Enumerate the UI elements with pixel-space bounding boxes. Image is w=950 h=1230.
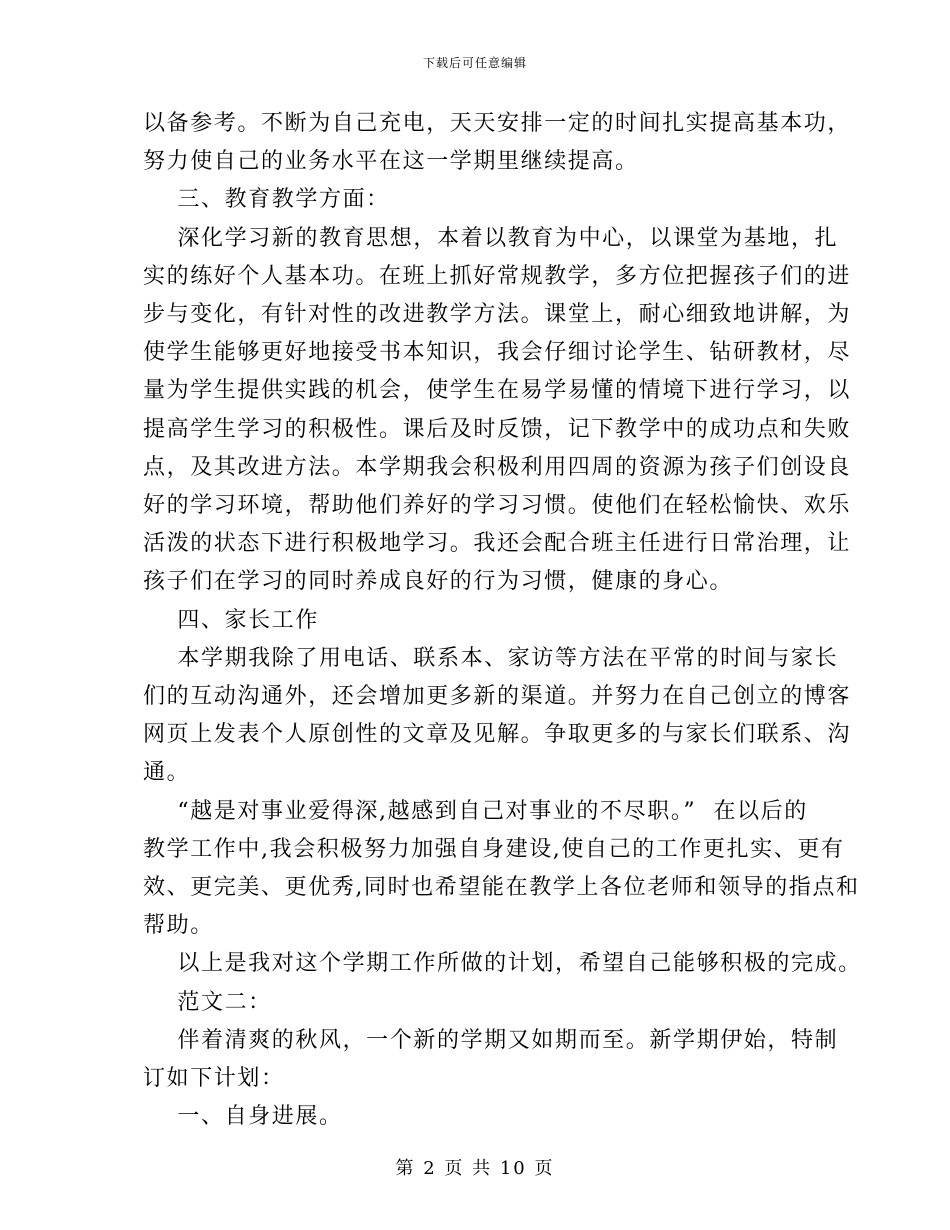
text-line: 通。 (143, 760, 191, 786)
text-line: 步与变化，有针对性的改进教学方法。课堂上，耐心细致地讲解，为 (143, 302, 852, 328)
text-line: 提高学生学习的积极性。课后及时反馈，记下教学中的成功点和失败 (143, 416, 852, 442)
section-heading: 范文二： (143, 989, 272, 1015)
text-line: 点，及其改进方法。本学期我会积极利用四周的资源为孩子们创设良 (143, 454, 852, 480)
text-line: 活泼的状态下进行积极地学习。我还会配合班主任进行日常治理，让 (143, 531, 852, 557)
text-line: 深化学习新的教育思想，本着以教育为中心，以课堂为基地，扎 (143, 225, 839, 251)
page-header: 下载后可任意编辑 (422, 56, 527, 70)
text-line: 量为学生提供实践的机会，使学生在易学易懂的情境下进行学习，以 (143, 378, 852, 404)
text-line: 本学期我除了用电话、联系本、家访等方法在平常的时间与家长 (143, 645, 839, 671)
document-body (143, 105, 862, 1136)
text-line: 好的学习环境，帮助他们养好的学习习惯。使他们在轻松愉快、欢乐 (143, 493, 852, 519)
text-line: “越是对事业爱得深,越感到自己对事业的不尽职。” 在以后的 (143, 798, 808, 824)
text-line: 以备参考。不断为自己充电，天天安排一定的时间扎实提高基本功， (143, 111, 852, 136)
text-line: 孩子们在学习的同时养成良好的行为习惯，健康的身心。 (143, 569, 734, 595)
text-line: 使学生能够更好地接受书本知识，我会仔细讨论学生、钻研教材，尽 (143, 340, 852, 366)
text-line: 帮助。 (143, 913, 214, 939)
page-footer: 第 2 页 共 10 页 (395, 1158, 555, 1179)
section-heading: 四、家长工作 (143, 607, 319, 633)
text-line: 实的练好个人基本功。在班上抓好常规教学，多方位把握孩子们的进 (143, 263, 852, 289)
text-line: 们的互动沟通外，还会增加更多新的渠道。并努力在自己创立的博客 (143, 684, 852, 710)
text-line: 伴着清爽的秋风，一个新的学期又如期而至。新学期伊始，特制 (143, 1027, 839, 1053)
text-line: 网页上发表个人原创性的文章及见解。争取更多的与家长们联系、沟 (143, 722, 852, 748)
text-line: 教学工作中,我会积极努力加强自身建设,使自己的工作更扎实、更有 (143, 836, 845, 862)
text-line: 以上是我对这个学期工作所做的计划，希望自己能够积极的完成。 (143, 951, 862, 977)
section-heading: 一、自身进展。 (143, 1104, 343, 1130)
text-line: 努力使自己的业务水平在这一学期里继续提高。 (143, 149, 639, 175)
text-line: 订如下计划： (143, 1066, 285, 1092)
section-heading: 三、教育教学方面： (143, 187, 390, 213)
text-line: 效、更完美、更优秀,同时也希望能在教学上各位老师和领导的指点和 (143, 875, 860, 901)
